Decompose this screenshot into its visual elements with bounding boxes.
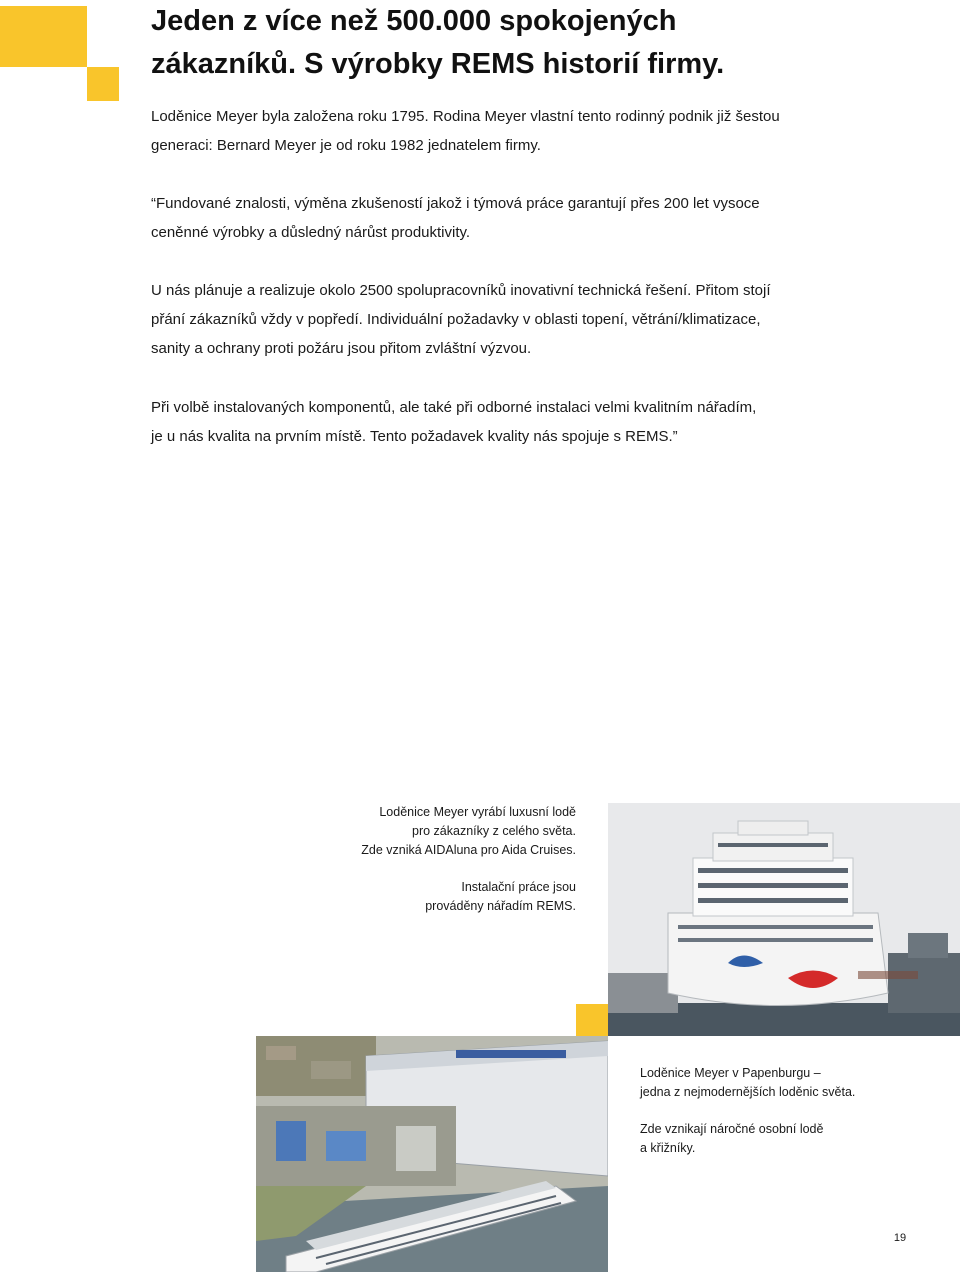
- accent-square-small: [87, 67, 119, 101]
- page-number: 19: [893, 1232, 907, 1244]
- paragraph-quote-knowledge: “Fundované znalosti, výměna zkušeností jakož i týmová práce garantují přes 200 let vysoce ceněnné výrobky a důsledný nárůst produktivity.: [151, 195, 760, 241]
- photo-cruise-ship-bow: [608, 803, 960, 1036]
- photo-shipyard-aerial: [256, 1036, 608, 1272]
- caption-aidaluna: Loděnice Meyer vyrábí luxusní lodě pro zákazníky z celého světa. Zde vzniká AIDAluna pro Aida Cruises. Instalační práce jsou prováděny nářadím REMS.: [361, 805, 576, 913]
- caption-papenburg: Loděnice Meyer v Papenburgu – jedna z nejmodernějších loděnic světa. Zde vznikají náročné osobní lodě a křižníky.: [640, 1066, 856, 1155]
- accent-square-large: [0, 6, 87, 67]
- paragraph-history: Loděnice Meyer byla založena roku 1795. Rodina Meyer vlastní tento rodinný podnik již šestou generaci: Bernard Meyer je od roku 1982 jednatelem firmy.: [151, 108, 780, 154]
- paragraph-employees: U nás plánuje a realizuje okolo 2500 spolupracovníků inovativní technická řešení. Přitom stojí přání zákazníků vždy v popředí. Individuální požadavky v oblasti topení, větrání/klimatizace, sanity a ochrany proti požáru jsou přitom zvláštní výzvou.: [151, 282, 771, 357]
- title-line-2: zákazníků. S výrobky REMS historií firmy.: [151, 48, 725, 80]
- paragraph-quality: Při volbě instalovaných komponentů, ale také při odborné instalaci velmi kvalitním nářadím, je u nás kvalita na prvním místě. Tento požadavek kvality nás spojuje s REMS.”: [151, 399, 757, 445]
- accent-square-photo: [576, 1004, 608, 1036]
- page-title: [151, 0, 911, 86]
- title-line-1: Jeden z více než 500.000 spokojených: [151, 5, 677, 37]
